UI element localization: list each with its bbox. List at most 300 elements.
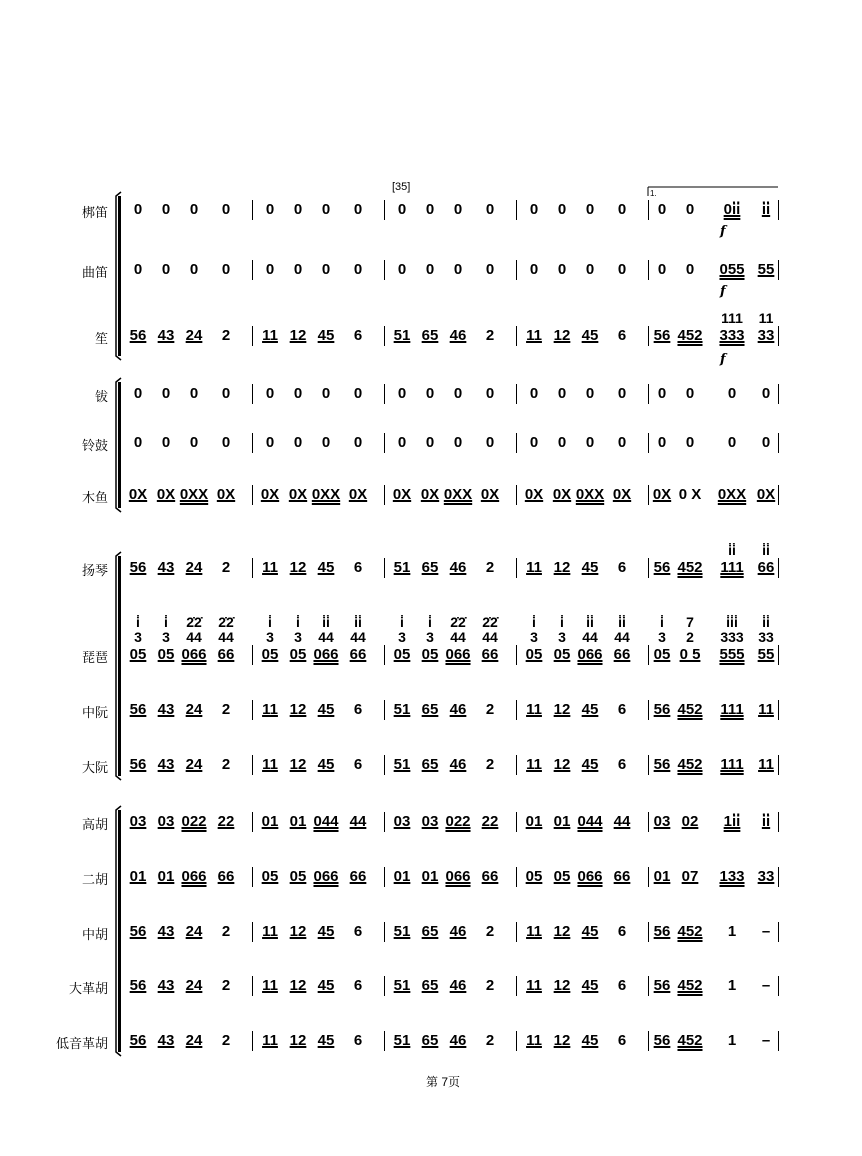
upper-note: i̇ 3 bbox=[134, 614, 142, 645]
note: 65 bbox=[421, 559, 439, 576]
barline bbox=[516, 976, 517, 996]
note: 45 bbox=[581, 327, 599, 344]
note: 43 bbox=[157, 1032, 175, 1049]
note: 111 bbox=[720, 756, 744, 773]
barline bbox=[648, 433, 649, 453]
upper-note: i̇ 3 bbox=[530, 614, 538, 645]
note: 0 bbox=[685, 201, 695, 218]
note: 05 bbox=[525, 646, 543, 663]
note: 055 bbox=[719, 261, 745, 278]
note: 12 bbox=[289, 327, 307, 344]
barline bbox=[384, 645, 385, 665]
note: 45 bbox=[581, 559, 599, 576]
note: 0 bbox=[557, 434, 567, 451]
barline bbox=[252, 976, 253, 996]
note: 0 bbox=[397, 261, 407, 278]
note: 45 bbox=[317, 327, 335, 344]
note: 0 bbox=[761, 385, 771, 402]
note: 12 bbox=[553, 327, 571, 344]
note: 0 bbox=[425, 261, 435, 278]
note: 24 bbox=[185, 977, 203, 994]
note: 0 bbox=[529, 385, 539, 402]
note: 6 bbox=[617, 327, 627, 344]
note: 22 bbox=[217, 813, 235, 830]
note: 56 bbox=[129, 977, 147, 994]
page-footer: 第 7页 bbox=[426, 1075, 461, 1089]
note: 45 bbox=[317, 701, 335, 718]
note: 46 bbox=[449, 923, 467, 940]
note: 0 bbox=[161, 201, 171, 218]
upper-note: i̇i̇ bbox=[728, 542, 736, 558]
upper-note: i̇i̇ bbox=[762, 542, 770, 558]
barline bbox=[778, 867, 779, 887]
upper-note: i̇i̇ 44 bbox=[318, 614, 334, 645]
note: 0 bbox=[353, 201, 363, 218]
note: 0 bbox=[685, 261, 695, 278]
barline bbox=[516, 867, 517, 887]
note: 022 bbox=[181, 813, 207, 830]
barline bbox=[778, 260, 779, 280]
barline bbox=[516, 922, 517, 942]
note: 0 bbox=[727, 434, 737, 451]
barline bbox=[648, 384, 649, 404]
note: 12 bbox=[553, 559, 571, 576]
barline bbox=[384, 326, 385, 346]
note: 1 bbox=[727, 1032, 737, 1049]
barline bbox=[648, 976, 649, 996]
upper-note: 2̇2̇ 44 bbox=[186, 614, 202, 645]
note: 12 bbox=[553, 1032, 571, 1049]
note: 066 bbox=[577, 868, 603, 885]
note: 0 bbox=[265, 261, 275, 278]
note: 0 bbox=[161, 385, 171, 402]
barline bbox=[516, 700, 517, 720]
note: 0 bbox=[557, 385, 567, 402]
note: 0 bbox=[557, 201, 567, 218]
note: 45 bbox=[317, 977, 335, 994]
note: 0 bbox=[657, 261, 667, 278]
note: 0 bbox=[685, 385, 695, 402]
note: 24 bbox=[185, 701, 203, 718]
note: 0 bbox=[585, 434, 595, 451]
barline bbox=[516, 260, 517, 280]
note: 0 bbox=[453, 261, 463, 278]
barline bbox=[384, 700, 385, 720]
instrument-label: 中胡 bbox=[81, 927, 108, 942]
note: 0 bbox=[617, 261, 627, 278]
note: 0 bbox=[321, 434, 331, 451]
barline bbox=[252, 922, 253, 942]
note: 65 bbox=[421, 923, 439, 940]
note: 33 bbox=[757, 327, 775, 344]
note: 66 bbox=[757, 559, 775, 576]
note: 12 bbox=[289, 923, 307, 940]
note: 45 bbox=[317, 1032, 335, 1049]
barline bbox=[648, 755, 649, 775]
note: 46 bbox=[449, 559, 467, 576]
note: 0 bbox=[397, 201, 407, 218]
note: 05 bbox=[261, 868, 279, 885]
barline bbox=[384, 812, 385, 832]
note: 56 bbox=[129, 756, 147, 773]
note: 51 bbox=[393, 923, 411, 940]
upper-note: i̇i̇ 44 bbox=[350, 614, 366, 645]
note: 0X bbox=[288, 486, 308, 503]
note: 0XX bbox=[575, 486, 605, 503]
barline bbox=[516, 200, 517, 220]
upper-note: i̇ 3 bbox=[294, 614, 302, 645]
note: 66 bbox=[217, 868, 235, 885]
note: 0 bbox=[617, 434, 627, 451]
barline bbox=[648, 326, 649, 346]
note: 51 bbox=[393, 977, 411, 994]
note: 45 bbox=[581, 701, 599, 718]
note: 066 bbox=[313, 868, 339, 885]
note: 07 bbox=[681, 868, 699, 885]
note: 51 bbox=[393, 701, 411, 718]
note: 6 bbox=[353, 327, 363, 344]
note: 43 bbox=[157, 756, 175, 773]
note: 6 bbox=[617, 977, 627, 994]
note: 044 bbox=[577, 813, 603, 830]
note: 0 bbox=[529, 434, 539, 451]
note: – bbox=[761, 923, 771, 940]
note: 2 bbox=[221, 756, 231, 773]
note: 05 bbox=[289, 868, 307, 885]
note: 0 bbox=[133, 201, 143, 218]
upper-note: 11 bbox=[758, 310, 774, 326]
note: 452 bbox=[677, 327, 703, 344]
note: 24 bbox=[185, 756, 203, 773]
note: 11 bbox=[526, 559, 542, 576]
note: 0 bbox=[585, 385, 595, 402]
note: 51 bbox=[393, 327, 411, 344]
note: 65 bbox=[421, 977, 439, 994]
barline bbox=[648, 645, 649, 665]
note: 0 bbox=[585, 261, 595, 278]
note: 0 bbox=[425, 434, 435, 451]
instrument-label: 梆笛 bbox=[81, 205, 108, 220]
barline bbox=[516, 384, 517, 404]
note: 56 bbox=[129, 923, 147, 940]
note: 05 bbox=[525, 868, 543, 885]
note: 12 bbox=[553, 756, 571, 773]
note: 0 bbox=[353, 434, 363, 451]
note: 0X bbox=[260, 486, 280, 503]
note: 6 bbox=[353, 977, 363, 994]
note: 0 bbox=[133, 434, 143, 451]
barline bbox=[252, 260, 253, 280]
upper-note: i̇ 3 bbox=[398, 614, 406, 645]
note: 0 bbox=[265, 201, 275, 218]
note: 45 bbox=[581, 1032, 599, 1049]
barline bbox=[778, 384, 779, 404]
note: 0 bbox=[397, 434, 407, 451]
note: 111 bbox=[720, 559, 744, 576]
note: 55 bbox=[757, 261, 775, 278]
note: 044 bbox=[313, 813, 339, 830]
note: 11 bbox=[262, 327, 278, 344]
barline bbox=[516, 812, 517, 832]
note: 45 bbox=[317, 756, 335, 773]
note: 0 bbox=[761, 434, 771, 451]
note: 56 bbox=[129, 701, 147, 718]
barline bbox=[516, 558, 517, 578]
barline bbox=[252, 485, 253, 505]
note: 0X bbox=[480, 486, 500, 503]
note: 6 bbox=[353, 701, 363, 718]
note: 2 bbox=[485, 977, 495, 994]
barline bbox=[778, 755, 779, 775]
note: 56 bbox=[129, 327, 147, 344]
note: 45 bbox=[317, 923, 335, 940]
note: 0 bbox=[293, 201, 303, 218]
note: 01 bbox=[553, 813, 571, 830]
note: 6 bbox=[617, 559, 627, 576]
note: 65 bbox=[421, 1032, 439, 1049]
note: 0XX bbox=[717, 486, 747, 503]
note: 56 bbox=[653, 1032, 671, 1049]
barline bbox=[648, 558, 649, 578]
note: 11 bbox=[526, 1032, 542, 1049]
instrument-label: 铃鼓 bbox=[81, 438, 108, 453]
note: 0 bbox=[321, 385, 331, 402]
barline bbox=[384, 200, 385, 220]
note: 51 bbox=[393, 559, 411, 576]
note: 05 bbox=[653, 646, 671, 663]
barline bbox=[516, 326, 517, 346]
note: 43 bbox=[157, 559, 175, 576]
note: – bbox=[761, 977, 771, 994]
note: 0X bbox=[652, 486, 672, 503]
note: 6 bbox=[353, 1032, 363, 1049]
note: 0X bbox=[128, 486, 148, 503]
note: 2 bbox=[221, 977, 231, 994]
note: 05 bbox=[261, 646, 279, 663]
note: 65 bbox=[421, 701, 439, 718]
note: 0 bbox=[189, 261, 199, 278]
note: 66 bbox=[481, 868, 499, 885]
upper-note: i̇ 3 bbox=[162, 614, 170, 645]
barline bbox=[516, 1031, 517, 1051]
note: 46 bbox=[449, 756, 467, 773]
note: 0 bbox=[321, 261, 331, 278]
upper-note: 2̇2̇ 44 bbox=[450, 614, 466, 645]
note: 24 bbox=[185, 923, 203, 940]
note: 066 bbox=[313, 646, 339, 663]
note: 0XX bbox=[179, 486, 209, 503]
note: 33 bbox=[757, 868, 775, 885]
note: 2 bbox=[221, 559, 231, 576]
note: 01 bbox=[157, 868, 175, 885]
note: 0 bbox=[265, 385, 275, 402]
barline bbox=[252, 1031, 253, 1051]
note: 0X bbox=[756, 486, 776, 503]
note: 12 bbox=[553, 701, 571, 718]
barline bbox=[516, 755, 517, 775]
note: 0X bbox=[552, 486, 572, 503]
note: 0 bbox=[557, 261, 567, 278]
barline bbox=[648, 700, 649, 720]
barline bbox=[778, 558, 779, 578]
note: 6 bbox=[617, 701, 627, 718]
note: 05 bbox=[157, 646, 175, 663]
note: 0 bbox=[485, 261, 495, 278]
note: 111 bbox=[720, 701, 744, 718]
note: 0X bbox=[524, 486, 544, 503]
note: 03 bbox=[653, 813, 671, 830]
instrument-label: 二胡 bbox=[81, 872, 108, 887]
note: 01 bbox=[421, 868, 439, 885]
barline bbox=[252, 645, 253, 665]
note: 46 bbox=[449, 701, 467, 718]
barline bbox=[516, 645, 517, 665]
note: 12 bbox=[553, 977, 571, 994]
note: 0 bbox=[353, 261, 363, 278]
note: 0 bbox=[353, 385, 363, 402]
note: 0 bbox=[133, 261, 143, 278]
note: 0 bbox=[453, 434, 463, 451]
note: 0 bbox=[617, 201, 627, 218]
note: 05 bbox=[421, 646, 439, 663]
note: 55 bbox=[757, 646, 775, 663]
note: 0 bbox=[161, 261, 171, 278]
note: 11 bbox=[526, 923, 542, 940]
dynamic-forte: f bbox=[720, 284, 726, 299]
note: 6 bbox=[353, 559, 363, 576]
note: 2 bbox=[221, 923, 231, 940]
upper-note: 111 bbox=[721, 310, 743, 326]
note: 1i̇i̇ bbox=[723, 813, 741, 830]
note: i̇i̇ bbox=[761, 813, 771, 830]
barline bbox=[384, 867, 385, 887]
barline bbox=[648, 200, 649, 220]
barline bbox=[252, 384, 253, 404]
note: 0 bbox=[529, 261, 539, 278]
note: 56 bbox=[653, 701, 671, 718]
note: 11 bbox=[262, 977, 278, 994]
note: 12 bbox=[553, 923, 571, 940]
note: 452 bbox=[677, 756, 703, 773]
note: 24 bbox=[185, 1032, 203, 1049]
note: 333 bbox=[719, 327, 745, 344]
note: 11 bbox=[526, 977, 542, 994]
note: 0 bbox=[189, 385, 199, 402]
barline bbox=[252, 812, 253, 832]
note: 0 bbox=[657, 385, 667, 402]
note: 05 bbox=[393, 646, 411, 663]
note: 452 bbox=[677, 1032, 703, 1049]
note: 43 bbox=[157, 327, 175, 344]
note: 0 bbox=[221, 434, 231, 451]
barline bbox=[384, 260, 385, 280]
note: 45 bbox=[581, 977, 599, 994]
barline bbox=[778, 1031, 779, 1051]
note: 66 bbox=[349, 646, 367, 663]
note: 51 bbox=[393, 756, 411, 773]
note: 05 bbox=[553, 868, 571, 885]
note: 1 bbox=[727, 977, 737, 994]
barline bbox=[778, 326, 779, 346]
note: 0XX bbox=[311, 486, 341, 503]
barline bbox=[384, 755, 385, 775]
note: 05 bbox=[289, 646, 307, 663]
note: 51 bbox=[393, 1032, 411, 1049]
note: 066 bbox=[445, 646, 471, 663]
note: 452 bbox=[677, 559, 703, 576]
note: 0 bbox=[529, 201, 539, 218]
instrument-label: 低音革胡 bbox=[55, 1036, 108, 1051]
note: 56 bbox=[653, 327, 671, 344]
barline bbox=[516, 485, 517, 505]
note: 0 bbox=[189, 201, 199, 218]
upper-note: i̇ 3 bbox=[266, 614, 274, 645]
note: 066 bbox=[181, 646, 207, 663]
barline bbox=[384, 384, 385, 404]
note: 0 bbox=[425, 385, 435, 402]
note: 2 bbox=[485, 559, 495, 576]
note: 56 bbox=[129, 559, 147, 576]
dynamic-forte: f bbox=[720, 352, 726, 367]
instrument-label: 高胡 bbox=[81, 817, 108, 832]
note: 133 bbox=[719, 868, 745, 885]
note: 066 bbox=[445, 868, 471, 885]
barline bbox=[516, 433, 517, 453]
note: 43 bbox=[157, 977, 175, 994]
note: 46 bbox=[449, 977, 467, 994]
note: 6 bbox=[617, 923, 627, 940]
note: 65 bbox=[421, 756, 439, 773]
rehearsal-mark: [35] bbox=[392, 181, 411, 193]
note: 45 bbox=[581, 923, 599, 940]
barline bbox=[384, 433, 385, 453]
note: 2 bbox=[485, 327, 495, 344]
note: 0 bbox=[485, 434, 495, 451]
note: 43 bbox=[157, 701, 175, 718]
note: 01 bbox=[261, 813, 279, 830]
note: 0 X bbox=[678, 486, 702, 503]
barline bbox=[384, 558, 385, 578]
note: 452 bbox=[677, 701, 703, 718]
note: 45 bbox=[317, 559, 335, 576]
note: 0 bbox=[585, 201, 595, 218]
note: 0 bbox=[425, 201, 435, 218]
barline bbox=[384, 1031, 385, 1051]
note: 0 bbox=[293, 261, 303, 278]
note: 2 bbox=[485, 701, 495, 718]
note: 56 bbox=[653, 923, 671, 940]
note: 0X bbox=[348, 486, 368, 503]
note: 0 bbox=[161, 434, 171, 451]
note: 0X bbox=[156, 486, 176, 503]
note: 2 bbox=[485, 923, 495, 940]
note: 0 bbox=[189, 434, 199, 451]
note: 56 bbox=[653, 559, 671, 576]
note: 43 bbox=[157, 923, 175, 940]
note: 11 bbox=[758, 701, 774, 718]
barline bbox=[778, 485, 779, 505]
note: 0 bbox=[657, 434, 667, 451]
barline bbox=[252, 433, 253, 453]
instrument-label: 大革胡 bbox=[68, 981, 108, 996]
barline bbox=[648, 922, 649, 942]
note: 44 bbox=[349, 813, 367, 830]
note: 0 bbox=[617, 385, 627, 402]
barline bbox=[252, 326, 253, 346]
instrument-label: 钹 bbox=[94, 389, 108, 404]
note: 03 bbox=[393, 813, 411, 830]
barline bbox=[778, 976, 779, 996]
